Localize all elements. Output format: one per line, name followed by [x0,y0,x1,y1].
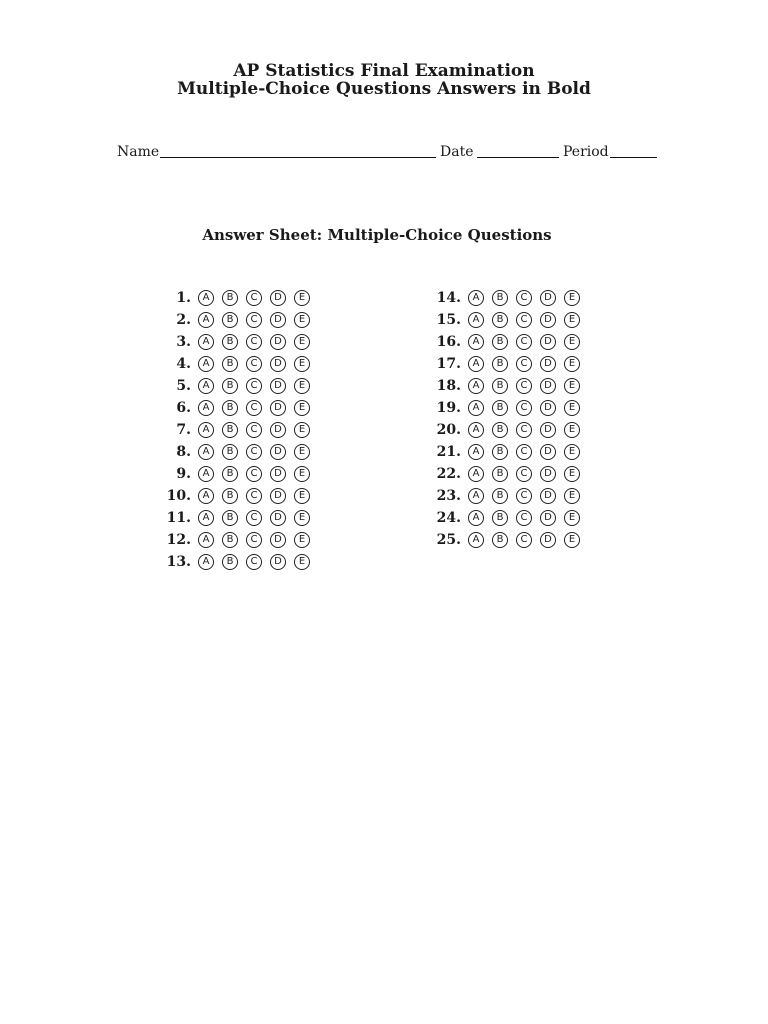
answer-bubble-a[interactable]: A [468,444,484,460]
answer-bubble-e[interactable]: E [294,400,310,416]
question-row [420,485,588,507]
answer-bubble-d[interactable]: D [540,532,556,548]
question-row [420,331,588,353]
answer-bubble-b[interactable]: B [222,378,238,394]
answer-bubble-b[interactable]: B [222,312,238,328]
answer-bubble-c[interactable]: C [516,422,532,438]
answer-bubble-e[interactable]: E [564,290,580,306]
question-row [150,419,318,441]
answer-bubble-a[interactable]: A [198,444,214,460]
answer-bubble-d[interactable]: D [540,466,556,482]
answer-bubble-a[interactable]: A [468,334,484,350]
question-number: 19. [436,400,461,416]
answer-bubble-b[interactable]: B [492,400,508,416]
name-label: Name [117,144,160,160]
answer-bubble-a[interactable]: A [468,378,484,394]
answer-bubble-b[interactable]: B [492,532,508,548]
answer-bubble-b[interactable]: B [222,290,238,306]
answer-bubble-d[interactable]: D [270,334,286,350]
answer-bubble-c[interactable]: C [516,510,532,526]
question-row [420,287,588,309]
answer-bubble-c[interactable]: C [246,378,262,394]
answer-bubble-c[interactable]: C [516,334,532,350]
answer-bubble-d[interactable]: D [540,378,556,394]
question-row [420,441,588,463]
question-row [150,375,318,397]
question-row [420,397,588,419]
answer-bubble-e[interactable]: E [294,334,310,350]
answer-bubble-e[interactable]: E [564,510,580,526]
answer-bubble-b[interactable]: B [492,422,508,438]
answer-bubble-a[interactable]: A [468,290,484,306]
question-row [420,419,588,441]
exam-subtitle: Multiple-Choice Questions Answers in Bold [177,79,591,99]
question-row [420,375,588,397]
answer-bubble-c[interactable]: C [246,466,262,482]
answer-bubble-e[interactable]: E [564,378,580,394]
question-row [150,287,318,309]
question-number: 1. [176,290,191,306]
answer-bubble-e[interactable]: E [564,422,580,438]
question-number: 5. [176,378,191,394]
answer-bubble-b[interactable]: B [492,444,508,460]
period-label: Period [563,144,609,160]
answer-bubble-b[interactable]: B [492,334,508,350]
period-field[interactable] [610,157,657,158]
answer-bubble-c[interactable]: C [516,444,532,460]
answer-bubble-b[interactable]: B [222,466,238,482]
answer-bubble-e[interactable]: E [294,488,310,504]
answer-bubble-b[interactable]: B [222,356,238,372]
answer-bubble-c[interactable]: C [516,466,532,482]
answer-bubble-a[interactable]: A [468,400,484,416]
answer-bubble-a[interactable]: A [468,532,484,548]
student-info-fields [117,143,657,163]
answer-bubble-a[interactable]: A [198,510,214,526]
answer-bubble-e[interactable]: E [294,356,310,372]
answer-bubble-d[interactable]: D [270,422,286,438]
answer-bubble-b[interactable]: B [492,356,508,372]
answer-bubble-e[interactable]: E [294,290,310,306]
answer-bubble-d[interactable]: D [270,290,286,306]
answer-bubble-d[interactable]: D [540,290,556,306]
answer-bubble-d[interactable]: D [270,312,286,328]
question-number: 6. [176,400,191,416]
answer-bubble-c[interactable]: C [246,510,262,526]
answer-bubble-a[interactable]: A [198,554,214,570]
question-row [150,353,318,375]
answer-bubble-e[interactable]: E [564,312,580,328]
answer-bubble-e[interactable]: E [564,532,580,548]
answer-bubble-e[interactable]: E [564,444,580,460]
answer-bubble-c[interactable]: C [246,356,262,372]
answer-bubble-c[interactable]: C [246,444,262,460]
answer-bubble-b[interactable]: B [222,334,238,350]
answer-bubble-c[interactable]: C [246,422,262,438]
answer-bubble-d[interactable]: D [540,334,556,350]
question-number: 13. [166,554,191,570]
question-row [150,529,318,551]
answer-bubble-c[interactable]: C [246,334,262,350]
answer-bubble-e[interactable]: E [564,356,580,372]
answer-bubble-e[interactable]: E [564,334,580,350]
answer-bubble-d[interactable]: D [540,356,556,372]
question-number: 14. [436,290,461,306]
answer-bubble-d[interactable]: D [270,554,286,570]
answer-bubble-d[interactable]: D [270,400,286,416]
answer-bubble-c[interactable]: C [516,488,532,504]
answer-bubble-c[interactable]: C [246,312,262,328]
answer-bubble-b[interactable]: B [222,422,238,438]
question-number: 4. [176,356,191,372]
answer-bubble-c[interactable]: C [246,532,262,548]
question-number: 15. [436,312,461,328]
answer-bubble-e[interactable]: E [564,400,580,416]
answer-bubble-c[interactable]: C [246,290,262,306]
question-number: 3. [176,334,191,350]
answer-bubble-a[interactable]: A [198,532,214,548]
answer-bubble-a[interactable]: A [468,466,484,482]
answer-bubble-d[interactable]: D [540,422,556,438]
answer-bubble-d[interactable]: D [270,532,286,548]
answer-bubble-b[interactable]: B [492,488,508,504]
question-number: 16. [436,334,461,350]
answer-bubble-a[interactable]: A [198,422,214,438]
question-row [420,529,588,551]
answer-bubble-d[interactable]: D [540,400,556,416]
answer-bubble-e[interactable]: E [294,554,310,570]
answer-bubble-e[interactable]: E [294,422,310,438]
answer-bubble-e[interactable]: E [294,312,310,328]
question-number: 10. [166,488,191,504]
question-row [150,331,318,353]
answer-bubble-a[interactable]: A [468,356,484,372]
answer-bubble-e[interactable]: E [294,510,310,526]
question-number: 18. [436,378,461,394]
question-row [150,463,318,485]
name-field[interactable] [160,157,436,158]
answer-bubble-b[interactable]: B [222,554,238,570]
question-number: 25. [436,532,461,548]
question-number: 9. [176,466,191,482]
answer-bubble-c[interactable]: C [516,290,532,306]
answer-bubble-a[interactable]: A [468,422,484,438]
question-row [150,309,318,331]
question-number: 8. [176,444,191,460]
answer-bubble-e[interactable]: E [294,466,310,482]
question-row [150,485,318,507]
answer-bubble-c[interactable]: C [246,488,262,504]
answer-bubble-e[interactable]: E [294,532,310,548]
answer-bubble-b[interactable]: B [492,378,508,394]
question-number: 20. [436,422,461,438]
question-number: 24. [436,510,461,526]
answer-bubble-c[interactable]: C [516,532,532,548]
answer-bubble-a[interactable]: A [198,400,214,416]
answer-bubble-b[interactable]: B [492,466,508,482]
answer-bubble-b[interactable]: B [492,510,508,526]
answer-bubble-d[interactable]: D [540,488,556,504]
question-number: 12. [166,532,191,548]
question-column-left [150,287,318,573]
answer-bubble-d[interactable]: D [270,510,286,526]
answer-bubble-a[interactable]: A [198,488,214,504]
answer-sheet-title: Answer Sheet: Multiple-Choice Questions [202,226,552,244]
answer-bubble-b[interactable]: B [222,400,238,416]
question-number: 23. [436,488,461,504]
question-number: 7. [176,422,191,438]
question-number: 21. [436,444,461,460]
answer-bubble-c[interactable]: C [516,400,532,416]
answer-bubble-a[interactable]: A [468,312,484,328]
answer-bubble-c[interactable]: C [516,312,532,328]
answer-bubble-b[interactable]: B [222,510,238,526]
answer-bubble-d[interactable]: D [270,356,286,372]
answer-bubble-a[interactable]: A [198,290,214,306]
answer-bubble-d[interactable]: D [540,510,556,526]
question-row [420,309,588,331]
answer-bubble-a[interactable]: A [198,378,214,394]
answer-bubble-a[interactable]: A [198,334,214,350]
date-field[interactable] [477,157,559,158]
answer-bubble-a[interactable]: A [468,488,484,504]
exam-title: AP Statistics Final Examination [233,61,535,81]
answer-bubble-d[interactable]: D [540,444,556,460]
question-number: 17. [436,356,461,372]
answer-bubble-e[interactable]: E [294,444,310,460]
question-number: 2. [176,312,191,328]
answer-bubble-d[interactable]: D [270,378,286,394]
answer-bubble-e[interactable]: E [294,378,310,394]
question-row [150,507,318,529]
answer-bubble-e[interactable]: E [564,466,580,482]
answer-bubble-b[interactable]: B [222,444,238,460]
answer-bubble-c[interactable]: C [516,378,532,394]
answer-bubble-d[interactable]: D [270,444,286,460]
answer-bubble-a[interactable]: A [198,466,214,482]
question-row [150,397,318,419]
answer-bubble-a[interactable]: A [468,510,484,526]
answer-bubble-c[interactable]: C [516,356,532,372]
answer-bubble-c[interactable]: C [246,554,262,570]
answer-bubble-c[interactable]: C [246,400,262,416]
answer-bubble-b[interactable]: B [222,532,238,548]
answer-bubble-d[interactable]: D [270,466,286,482]
answer-bubble-b[interactable]: B [492,312,508,328]
question-column-right [420,287,588,551]
answer-bubble-d[interactable]: D [540,312,556,328]
answer-bubble-a[interactable]: A [198,312,214,328]
question-row [420,507,588,529]
question-row [150,551,318,573]
question-row [150,441,318,463]
question-row [420,353,588,375]
date-label: Date [440,144,474,160]
question-number: 22. [436,466,461,482]
answer-bubble-e[interactable]: E [564,488,580,504]
answer-bubble-b[interactable]: B [222,488,238,504]
answer-bubble-b[interactable]: B [492,290,508,306]
question-number: 11. [166,510,191,526]
answer-bubble-a[interactable]: A [198,356,214,372]
answer-bubble-d[interactable]: D [270,488,286,504]
question-row [420,463,588,485]
